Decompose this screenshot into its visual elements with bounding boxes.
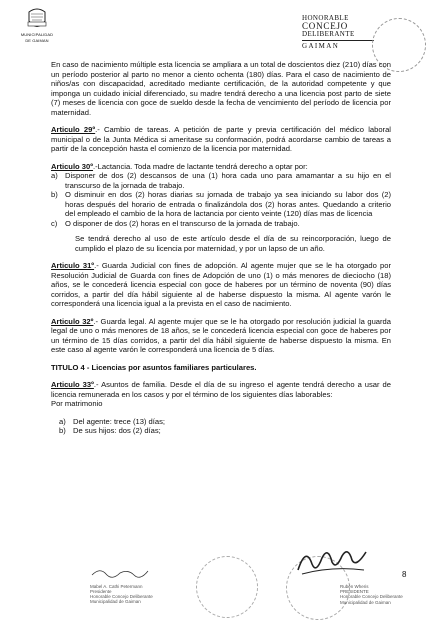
title-4-heading: TITULO 4 - Licencias por asuntos familiares particulares. (51, 362, 257, 372)
paragraph-multiple-birth: En caso de nacimiento múltiple esta licencia se ampliara a un total de doscientos diez (210) días con un período posterior al parto no menor a ciento ochenta (180) días. Para el caso de nacimiento de niños/as con discapacidad, acreditado mediante certificación, de la autoridad competente y que imponga un cuidado inicial diferenciado, su madre tendrá derecho a una licencia post parto de siete (7) meses de licencia con goce de sueldo desde la fecha de vencimiento del período de licencia por maternidad. (51, 60, 391, 117)
article-29-label: Articulo 29º (51, 125, 96, 134)
coat-of-arms-icon (26, 6, 48, 32)
article-33-text: .- Asuntos de familia. Desde el día de su ingreso el agente tendrá derecho a usar de licencia remunerada en los casos y por el término de los siguientes días laborables: (51, 380, 391, 399)
right-signer-lines (340, 584, 410, 605)
header-divider (302, 40, 374, 41)
municipal-logo (17, 6, 57, 43)
list-item: a) Disponer de dos (2) descansos de una (1) hora cada uno para amamantar a su hijo en el transcurso de la jornada de trabajo. (51, 171, 391, 190)
left-signature-block (90, 565, 200, 604)
article-33-subheading: Por matrimonio (51, 399, 103, 408)
document-body (51, 60, 391, 436)
article-31 (51, 261, 391, 309)
list-item: b) O disminuir en dos (2) horas diarias su jornada de trabajo ya sea iniciando su labor dos (2) horas después del horario de entrada o finalizándola dos (2) horas antes. Quedando a criterio del empleado el cambio de la hora de lactancia por ciento veinte (120) días mas de licencia (51, 190, 391, 218)
article-30-note: Se tendrá derecho al uso de este artículo desde el día de su reincorporación, luego de cumplido el plazo de su licencia por maternidad, y por un lapso de un año. (75, 234, 391, 253)
article-31-label: Articulo 31º (51, 261, 95, 270)
header-line-1: HONORABLE (302, 14, 349, 22)
official-stamp-middle (196, 556, 258, 618)
article-30-label: Articulo 30º (51, 161, 94, 171)
right-signer-muni: Municipalidad de Gaiman (340, 599, 391, 605)
header-line-3: DELIBERANTE (302, 30, 355, 38)
right-signer-role: PRESIDENTE (340, 589, 369, 595)
article-32-label: Articulo 32º (51, 316, 94, 326)
article-30-text: .-Lactancia. Toda madre de lactante tendrá derecho a optar por: (93, 161, 308, 171)
left-signer-muni: Municipalidad de Gaiman (90, 599, 141, 604)
left-signer-org: Honorable Concejo Deliberante (90, 594, 153, 599)
article-33 (51, 380, 391, 399)
right-signature-block (292, 540, 382, 585)
article-32-text: .- Guarda legal. Al agente mujer que se le ha otorgado por resolución judicial la guarda legal de uno o más menores de 18 años, se le concederá licencia especial con goce de haberes por un término de 15 días corridos, a partir del día hábil siguiente de haberse dispuesto la misma. En este caso al agente varón le corresponderá una licencia de 5 días. (51, 316, 391, 354)
handwritten-signature-right (292, 540, 372, 580)
list-item: b) De sus hijos: dos (2) días; (59, 426, 161, 435)
left-signer-name: Mabel A. Cathi Petermann (90, 584, 143, 589)
article-29 (51, 125, 391, 154)
left-signer-role: Presidente (90, 589, 112, 594)
header-line-2: CONCEJO (302, 21, 349, 31)
right-signer-name: Rubén Wheris (340, 584, 369, 589)
list-item: c) O disponer de dos (2) horas en el transcurso de la jornada de trabajo. (51, 218, 300, 228)
article-33-label: Articulo 33º (51, 380, 94, 389)
article-30-options (51, 171, 391, 228)
article-31-text: .- Guarda Judicial con fines de adopción. Al agente mujer que se le ha otorgado por Resolución Judicial de Guarda con fines de Adopción de uno (1) o más menores de dieciocho (18) años, se le concederá licencia especial con goce de haberes por un término de noventa (90) días corridos, a partir del día hábil siguiente al de haberse dispuesto la misma. Al agente varón le corresponderá una licencia igual a la prevista en el caso de nacimiento. (51, 261, 391, 308)
article-33-items (59, 417, 391, 436)
right-signer-org: Honorable Concejo Deliberante (340, 594, 403, 600)
logo-caption-line-1: MUNICIPALIDAD (20, 32, 54, 37)
page-number: 8 (402, 570, 407, 579)
logo-caption-line-2: DE GAIMAN (25, 37, 49, 43)
article-30 (51, 162, 391, 172)
article-32 (51, 317, 391, 355)
header-town: GAIMAN (302, 42, 340, 50)
article-29-text: .- Cambio de tareas. A petición de parte y previa certificación del médico laboral municipal o de la Junta Médica si ameritase su conformación, podrá acordarse cambio de tareas a partir de la concepción hasta el comienzo de la licencia por maternidad. (51, 125, 391, 153)
list-item: a) Del agente: trece (13) días; (59, 416, 166, 426)
handwritten-signature-left (90, 565, 150, 579)
